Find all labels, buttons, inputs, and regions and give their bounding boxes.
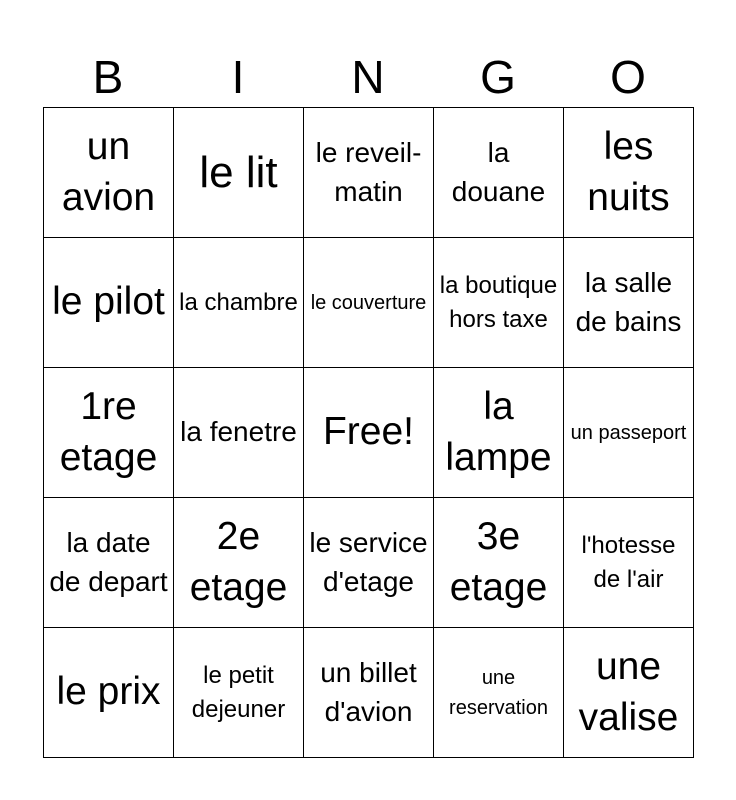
bingo-cell[interactable] bbox=[44, 368, 174, 498]
bingo-cell-label: la boutique hors taxe bbox=[439, 272, 558, 333]
bingo-cell-label: le petit dejeuner bbox=[191, 662, 286, 723]
bingo-cell[interactable] bbox=[564, 498, 694, 628]
bingo-cell[interactable] bbox=[564, 108, 694, 238]
bingo-cell-label: 3e etage bbox=[449, 514, 548, 609]
bingo-cell-label: la lampe bbox=[445, 384, 552, 479]
header-letter-o: O bbox=[610, 51, 646, 103]
bingo-cell[interactable] bbox=[434, 498, 564, 628]
bingo-cell[interactable] bbox=[174, 108, 304, 238]
bingo-cell[interactable] bbox=[434, 108, 564, 238]
bingo-cell[interactable] bbox=[564, 628, 694, 758]
bingo-cell[interactable] bbox=[44, 108, 174, 238]
header-letter-n: N bbox=[351, 51, 385, 103]
bingo-cell-label: Free! bbox=[322, 410, 415, 454]
bingo-cell[interactable] bbox=[564, 368, 694, 498]
bingo-cell-label: la date de depart bbox=[49, 526, 168, 597]
bingo-cell-label: la chambre bbox=[179, 288, 298, 316]
bingo-cell[interactable] bbox=[44, 238, 174, 368]
bingo-cell[interactable] bbox=[434, 628, 564, 758]
bingo-cell-label: un billet d'avion bbox=[320, 656, 417, 727]
bingo-cell-label: 2e etage bbox=[189, 514, 288, 609]
bingo-cell[interactable] bbox=[174, 628, 304, 758]
bingo-free-cell[interactable] bbox=[304, 368, 434, 498]
header-letter-g: G bbox=[480, 51, 516, 103]
bingo-cell-label: le couverture bbox=[310, 291, 427, 314]
bingo-cell[interactable] bbox=[304, 108, 434, 238]
bingo-cell-label: 1re etage bbox=[59, 384, 158, 479]
bingo-cell[interactable] bbox=[174, 498, 304, 628]
bingo-cell[interactable] bbox=[304, 238, 434, 368]
bingo-cell-label: un avion bbox=[61, 124, 156, 219]
bingo-cell-label: une reservation bbox=[449, 666, 548, 719]
bingo-cell[interactable] bbox=[174, 238, 304, 368]
bingo-cell[interactable] bbox=[434, 238, 564, 368]
header-letter-i: I bbox=[231, 51, 245, 103]
bingo-cell-label: un passeport bbox=[570, 421, 687, 444]
bingo-cell-label: l'hotesse de l'air bbox=[581, 532, 676, 593]
bingo-cell[interactable] bbox=[44, 498, 174, 628]
header-letter-b: B bbox=[92, 51, 124, 103]
bingo-cell[interactable] bbox=[304, 628, 434, 758]
bingo-cell[interactable] bbox=[564, 238, 694, 368]
bingo-cell-label: la salle de bains bbox=[575, 266, 682, 337]
bingo-cell-label: les nuits bbox=[587, 124, 670, 219]
bingo-cell[interactable] bbox=[44, 628, 174, 758]
bingo-cell[interactable] bbox=[174, 368, 304, 498]
bingo-cell-label: la douane bbox=[451, 136, 546, 207]
bingo-cell-label: la fenetre bbox=[180, 416, 297, 448]
bingo-cell-label: le prix bbox=[56, 670, 161, 714]
bingo-cell-label: le service d'etage bbox=[309, 526, 428, 597]
bingo-cell-label: le pilot bbox=[52, 280, 165, 324]
bingo-cell-label: une valise bbox=[578, 644, 679, 739]
bingo-header bbox=[43, 46, 693, 108]
bingo-cell[interactable] bbox=[434, 368, 564, 498]
bingo-cell-label: le reveil-matin bbox=[315, 136, 422, 207]
bingo-cell[interactable] bbox=[304, 498, 434, 628]
bingo-cell-label: le lit bbox=[199, 147, 278, 197]
bingo-card-grid bbox=[43, 107, 694, 758]
